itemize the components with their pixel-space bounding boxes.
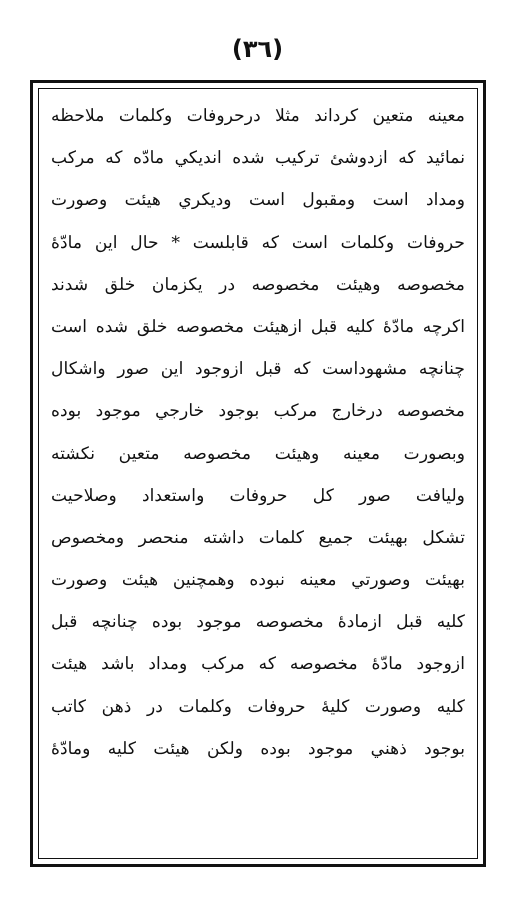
text-line: معينه متعين كرداند مثلا درحروفات وكلمات ملاحظه: [51, 106, 465, 126]
text-line: ازوجود مادّهٔ مخصوصه كه مركب ومداد باشد هيئت: [51, 654, 465, 675]
page-number: (٣٦): [231, 35, 284, 63]
text-line: چنانچه مشهوداست كه قبل ازوجود اين صور واشكال: [51, 359, 465, 380]
text-line: بوجود ذهني موجود بوده ولكن هيئت كليه ومادّهٔ: [51, 738, 465, 759]
text-line: مخصوصه وهيئت مخصوصه در يكزمان خلق شدند: [51, 274, 465, 295]
text-line: وليافت صور كل حروفات واستعداد وصلاحيت: [51, 485, 465, 506]
text-frame-inner-rule: [38, 88, 478, 859]
text-line: اكرچه مادّهٔ كليه قبل ازهيئت مخصوصه خلق شده است: [51, 316, 465, 337]
text-line: وبصورت معينه وهيئت مخصوصه متعين نكشته: [51, 443, 465, 464]
text-line: كليه وصورت كليهٔ حروفات وكلمات در ذهن كاتب: [51, 696, 465, 717]
text-line: ومداد است ومقبول است وديكري هيئت وصورت: [51, 190, 465, 211]
body-text: [51, 95, 465, 770]
text-line: تشكل بهيئت جميع كلمات داشته منحصر ومخصوص: [51, 527, 465, 548]
text-line: حروفات وكلمات است كه قابلست * حال اين مادّهٔ: [51, 232, 465, 253]
text-frame: [30, 80, 486, 867]
text-line: بهيئت وصورتي معينه نبوده وهمچنين هيئت وصورت: [51, 570, 465, 591]
text-line: كليه قبل ازمادهٔ مخصوصه موجود بوده چنانچه قبل: [51, 612, 465, 633]
text-line: مخصوصه درخارج مركب بوجود خارجي موجود بوده: [51, 401, 465, 422]
text-line: نمائيد كه ازدوشئ تركيب شده انديكي مادّه كه مركب: [51, 148, 465, 169]
